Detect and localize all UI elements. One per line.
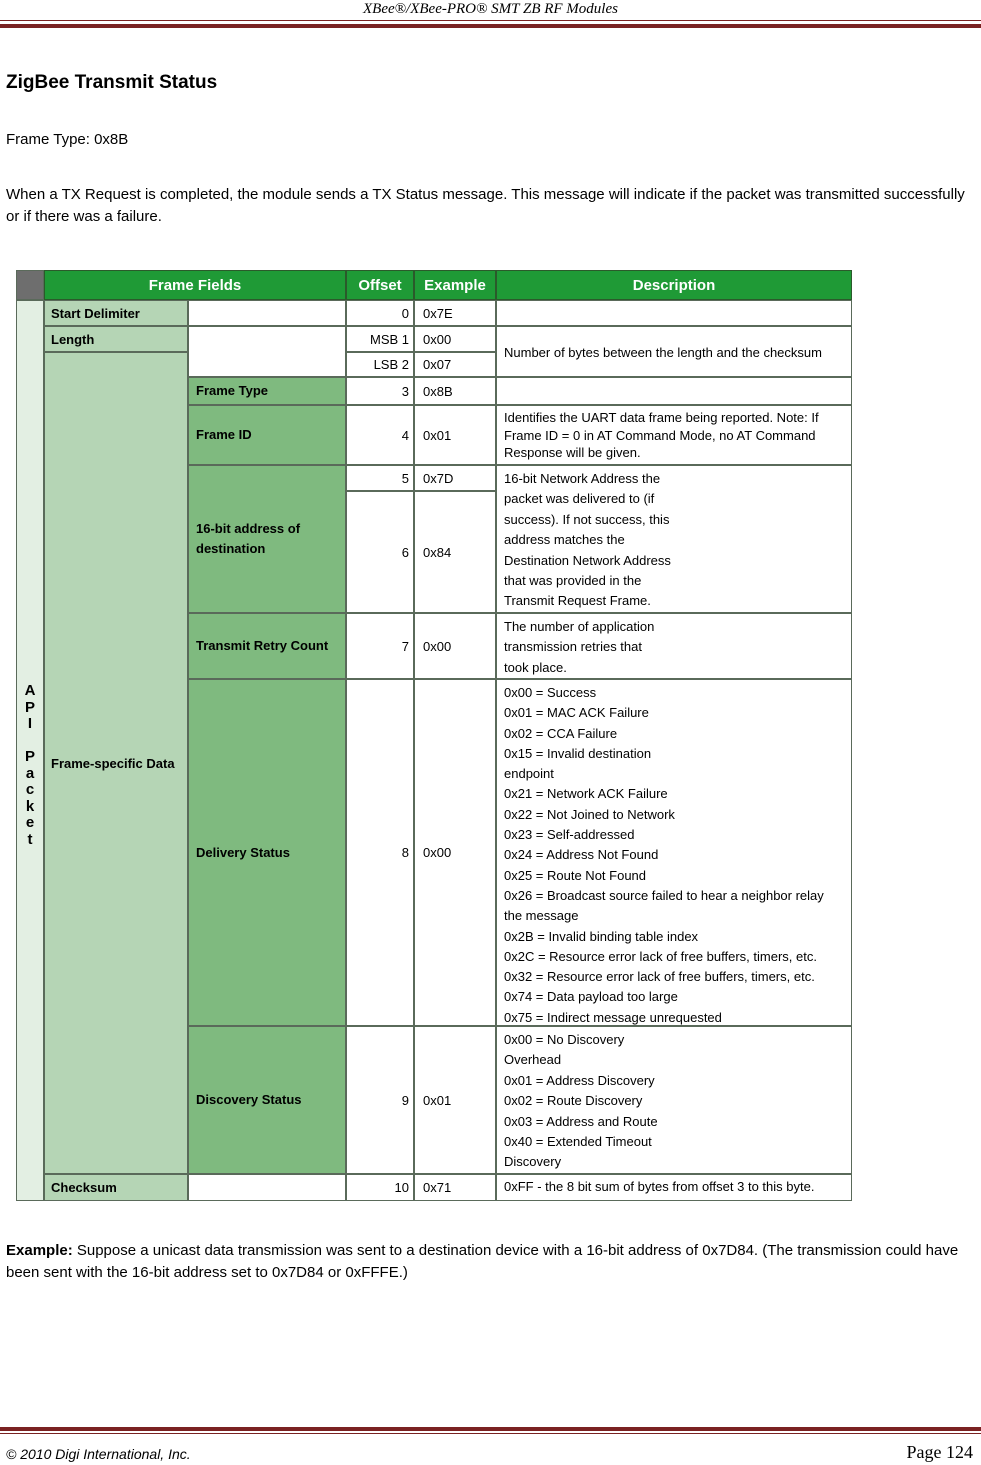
running-header: XBee®/XBee-PRO® SMT ZB RF Modules — [363, 1, 618, 17]
header-rule-thick — [0, 24, 981, 28]
intro-paragraph: When a TX Request is completed, the module sends a TX Status message. This message will indicate if the packet was transmitted successfully or if there was a failure. — [6, 186, 965, 225]
offset-cell: 8 — [346, 679, 414, 1026]
api-packet-label — [17, 683, 43, 848]
example-cell: 0x01 — [414, 1026, 496, 1174]
description-cell — [496, 465, 852, 613]
field-delivery-status: Delivery Status — [188, 679, 346, 1026]
field-frame-id: Frame ID — [188, 405, 346, 465]
description-cell — [496, 300, 852, 326]
desc-line: 0x01 = MAC ACK Failure — [504, 705, 649, 721]
example-label: Example: — [6, 1242, 73, 1259]
header-frame-fields: Frame Fields — [44, 270, 346, 300]
desc-line: 0x2C = Resource error lack of free buffers, timers, etc. — [504, 948, 817, 964]
description-cell: Number of bytes between the length and the checksum — [496, 326, 852, 377]
field-length: Length — [44, 326, 188, 352]
description-cell: 0xFF - the 8 bit sum of bytes from offset 3 to this byte. — [496, 1174, 852, 1201]
example-cell: 0x7D — [414, 465, 496, 491]
desc-line: 0x02 = Route Discovery — [504, 1093, 643, 1109]
frame-type-line: Frame Type: 0x8B — [6, 131, 129, 148]
header-corner — [16, 270, 44, 300]
desc-line: 0x32 = Resource error lack of free buffers, timers, etc. — [504, 969, 815, 985]
description-cell: Identifies the UART data frame being reported. Note: If Frame ID = 0 in AT Command Mode, no AT Command Response will be given. — [496, 405, 852, 465]
offset-cell: 5 — [346, 465, 414, 491]
desc-line: the message — [504, 908, 579, 924]
footer-rule-thin — [0, 1433, 981, 1434]
example-cell: 0x84 — [414, 491, 496, 613]
desc-line: Discovery — [504, 1154, 562, 1170]
example-text: Suppose a unicast data transmission was sent to a destination device with a 16-bit address of 0x7D84. (The transmission could have been sent with the 16-bit address set to 0x7D84 or 0xFFFE.) — [6, 1242, 959, 1281]
empty-cell — [188, 326, 346, 377]
api-packet-letter: P — [24, 748, 35, 765]
offset-cell: LSB 2 — [346, 352, 414, 377]
desc-line: 0x15 = Invalid destination — [504, 745, 652, 761]
desc-line: 0x24 = Address Not Found — [504, 847, 659, 863]
api-packet-column — [16, 300, 44, 1201]
api-packet-letter — [17, 733, 43, 750]
field-discovery-status: Discovery Status — [188, 1026, 346, 1174]
desc-line: 0x03 = Address and Route — [504, 1113, 658, 1129]
copyright: © 2010 Digi International, Inc. — [6, 1446, 191, 1462]
offset-cell: 9 — [346, 1026, 414, 1174]
api-packet-letter: c — [25, 781, 35, 798]
desc-line: 0x00 = No Discovery — [504, 1032, 625, 1047]
desc-line: 0x26 = Broadcast source failed to hear a neighbor relay — [504, 887, 824, 903]
api-packet-letter: t — [27, 830, 33, 848]
desc-line: 0x02 = CCA Failure — [504, 725, 618, 741]
field-start-delimiter: Start Delimiter — [44, 300, 188, 326]
desc-line: The number of application — [504, 619, 655, 634]
desc-line: took place. — [504, 659, 567, 675]
desc-line: Transmit Request Frame. — [504, 593, 651, 609]
field-16bit-address: 16-bit address of destination — [188, 465, 346, 613]
offset-cell: 7 — [346, 613, 414, 679]
offset-cell: 10 — [346, 1174, 414, 1201]
api-packet-letter: P — [24, 698, 35, 716]
description-cell — [496, 377, 852, 405]
desc-line: endpoint — [504, 766, 554, 782]
example-cell: 0x00 — [414, 679, 496, 1026]
description-cell — [496, 1026, 852, 1174]
desc-line: 0x01 = Address Discovery — [504, 1072, 655, 1088]
example-cell: 0x7E — [414, 300, 496, 326]
empty-cell — [188, 1174, 346, 1201]
example-cell: 0x00 — [414, 326, 496, 352]
example-cell: 0x01 — [414, 405, 496, 465]
header-description: Description — [496, 270, 852, 300]
example-paragraph — [6, 1240, 971, 1284]
api-packet-letter: e — [25, 814, 35, 831]
frame-specific-data-label: Frame-specific Data — [44, 352, 188, 1174]
example-cell: 0x07 — [414, 352, 496, 377]
empty-cell — [188, 300, 346, 326]
desc-line: 0x2B = Invalid binding table index — [504, 928, 699, 944]
desc-line: 0x00 = Success — [504, 685, 597, 700]
desc-line: Destination Network Address — [504, 552, 671, 568]
field-checksum: Checksum — [44, 1174, 188, 1201]
offset-cell: 3 — [346, 377, 414, 405]
example-cell: 0x00 — [414, 613, 496, 679]
desc-line: 0x74 = Data payload too large — [504, 989, 678, 1005]
offset-cell: 0 — [346, 300, 414, 326]
example-cell: 0x8B — [414, 377, 496, 405]
offset-cell: 4 — [346, 405, 414, 465]
header-example: Example — [414, 270, 496, 300]
header-offset: Offset — [346, 270, 414, 300]
desc-line: 16-bit Network Address the — [504, 471, 661, 486]
desc-line: 0x25 = Route Not Found — [504, 867, 647, 883]
offset-cell: MSB 1 — [346, 326, 414, 352]
desc-line: 0x23 = Self-addressed — [504, 827, 635, 843]
offset-cell: 6 — [346, 491, 414, 613]
field-transmit-retry-count: Transmit Retry Count — [188, 613, 346, 679]
api-packet-letter: I — [27, 715, 33, 732]
api-packet-letter: a — [25, 764, 35, 782]
header-rule-thin — [0, 20, 981, 21]
desc-line: packet was delivered to (if — [504, 491, 655, 507]
footer-rule-thick — [0, 1427, 981, 1431]
section-title: ZigBee Transmit Status — [6, 72, 218, 93]
desc-line: 0x22 = Not Joined to Network — [504, 806, 675, 822]
api-packet-letter: A — [24, 682, 36, 699]
example-cell: 0x71 — [414, 1174, 496, 1201]
desc-line: transmission retries that — [504, 639, 642, 655]
desc-line: 0x21 = Network ACK Failure — [504, 786, 668, 802]
api-packet-letter: k — [25, 797, 35, 815]
desc-line: 0x40 = Extended Timeout — [504, 1134, 652, 1150]
desc-line: 0x75 = Indirect message unrequested — [504, 1009, 722, 1025]
desc-line: that was provided in the — [504, 573, 642, 589]
frame-table — [16, 270, 852, 1201]
page-number: Page 124 — [906, 1442, 973, 1462]
desc-line: address matches the — [504, 532, 625, 548]
field-frame-type: Frame Type — [188, 377, 346, 405]
desc-line: success). If not success, this — [504, 511, 670, 527]
desc-line: Overhead — [504, 1052, 562, 1068]
description-cell — [496, 679, 852, 1026]
description-cell — [496, 613, 852, 679]
